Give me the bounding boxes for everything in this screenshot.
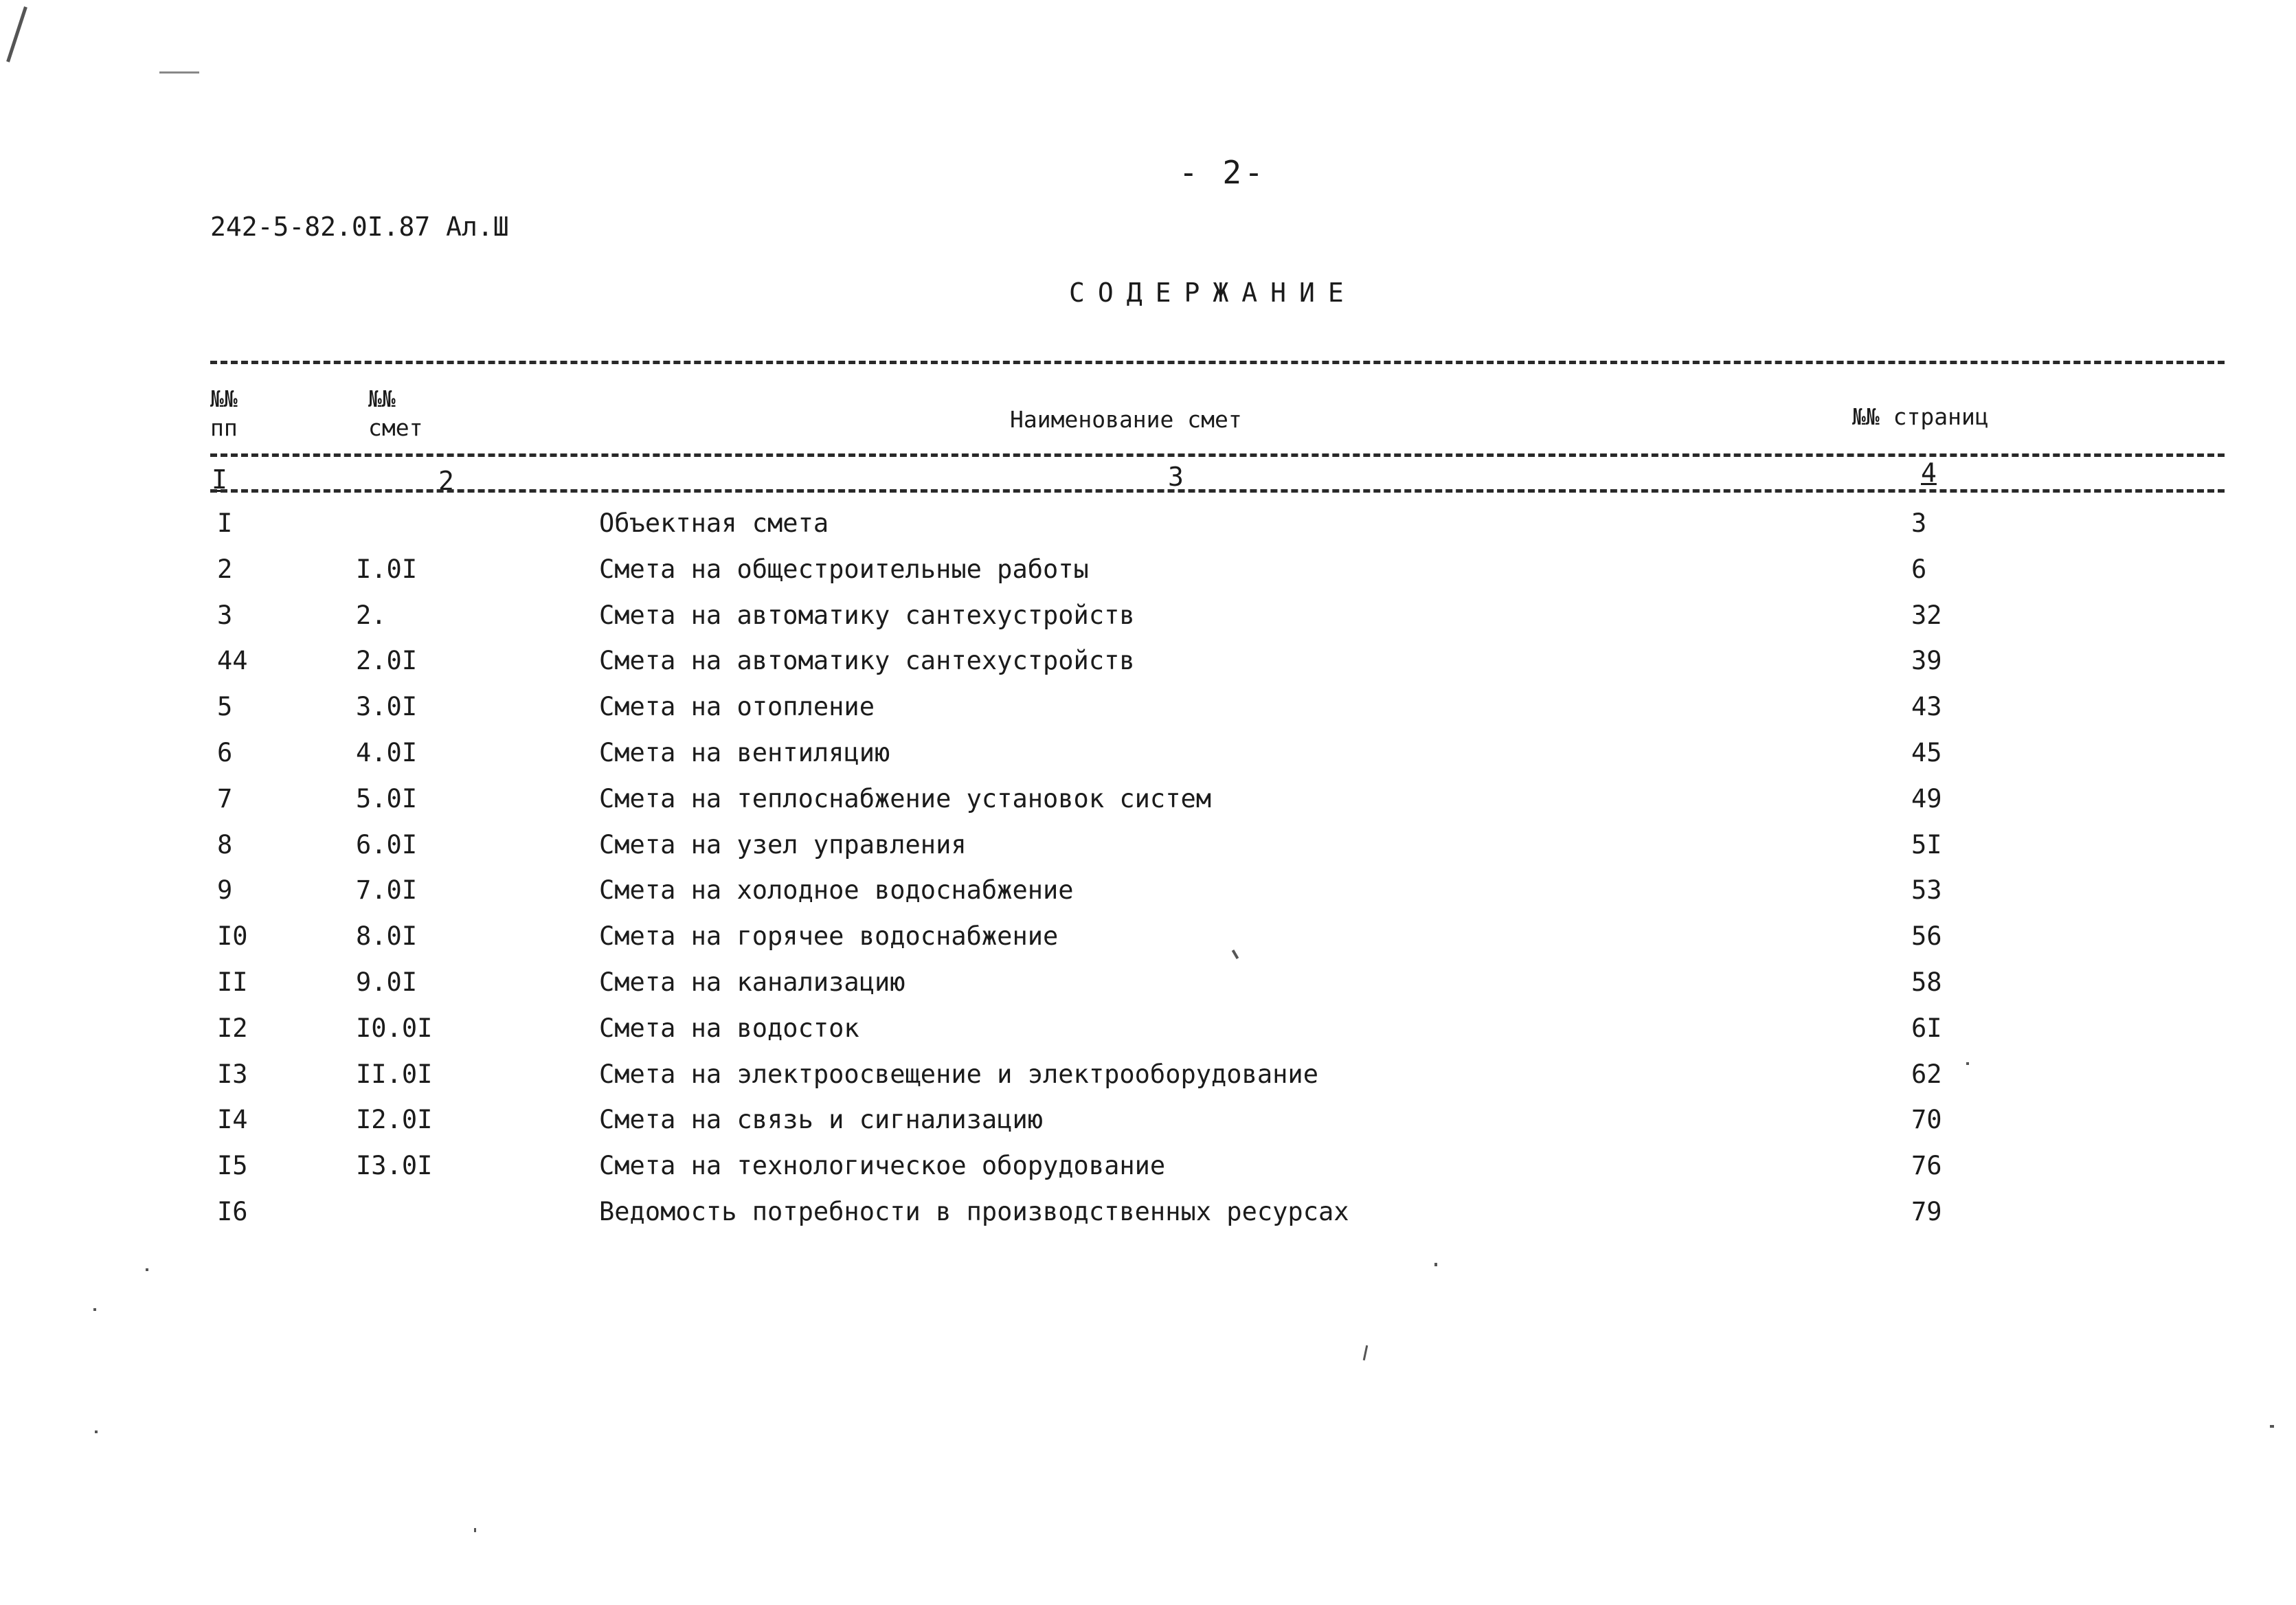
scan-speck <box>159 71 199 74</box>
table-row: I Объектная смета 3 <box>217 508 1927 538</box>
scan-speck <box>1966 1062 1969 1065</box>
table-row: I2 I0.0I Смета на водосток 6I <box>217 1013 1942 1043</box>
contents-table <box>0 508 2296 1243</box>
column-header-estimate: №№ смет <box>368 385 423 441</box>
scan-speck <box>1363 1345 1369 1360</box>
table-row: I4 I2.0I Смета на связь и сигнализацию 70 <box>217 1105 1942 1135</box>
table-top-rule <box>210 361 2225 364</box>
scan-speck <box>2270 1425 2274 1428</box>
table-row: I6 Ведомость потребности в производственных ресурсах 79 <box>217 1196 1942 1226</box>
table-row: 7 5.0I Смета на теплоснабжение установок систем 49 <box>217 783 1942 813</box>
table-row: 8 6.0I Смета на узел управления 5I <box>217 829 1942 860</box>
column-numbers-rule <box>210 489 2225 493</box>
column-number-4: 4 <box>1921 458 1937 488</box>
table-row: 2 I.0I Смета на общестроительные работы 6 <box>217 554 1927 584</box>
table-row: 44 2.0I Смета на автоматику сантехустройств 39 <box>217 646 1942 676</box>
column-header-number: №№ пп <box>210 385 238 441</box>
table-row: I3 II.0I Смета на электроосвещение и электрооборудование 62 <box>217 1059 1942 1089</box>
table-row: 3 2. Смета на автоматику сантехустройств 32 <box>217 600 1942 630</box>
document-title: СОДЕРЖАНИЕ <box>1069 278 1357 308</box>
document-code: 242-5-82.0I.87 Ал.Ш <box>210 212 509 242</box>
table-row: II 9.0I Смета на канализацию 58 <box>217 967 1942 997</box>
scan-speck <box>1434 1263 1437 1266</box>
scan-speck <box>146 1268 148 1271</box>
column-number-2: 2 <box>438 466 454 496</box>
table-row: 6 4.0I Смета на вентиляцию 45 <box>217 737 1942 767</box>
table-row: 5 3.0I Смета на отопление 43 <box>217 692 1942 722</box>
column-header-pages: №№ страниц <box>1852 403 1989 430</box>
column-header-name: Наименование смет <box>1010 406 1242 433</box>
table-row: I0 8.0I Смета на горячее водоснабжение 56 <box>217 921 1942 952</box>
table-row: I5 I3.0I Смета на технологическое оборудование 76 <box>217 1151 1942 1181</box>
pen-mark <box>6 6 27 62</box>
header-bottom-rule <box>210 453 2225 457</box>
table-row: 9 7.0I Смета на холодное водоснабжение 53 <box>217 875 1942 906</box>
scan-speck <box>93 1308 96 1311</box>
page-number: - 2- <box>1179 154 1266 191</box>
column-number-3: 3 <box>1168 462 1184 492</box>
column-number-1: I <box>212 464 227 495</box>
scan-speck <box>95 1430 98 1433</box>
scan-speck <box>474 1528 476 1532</box>
